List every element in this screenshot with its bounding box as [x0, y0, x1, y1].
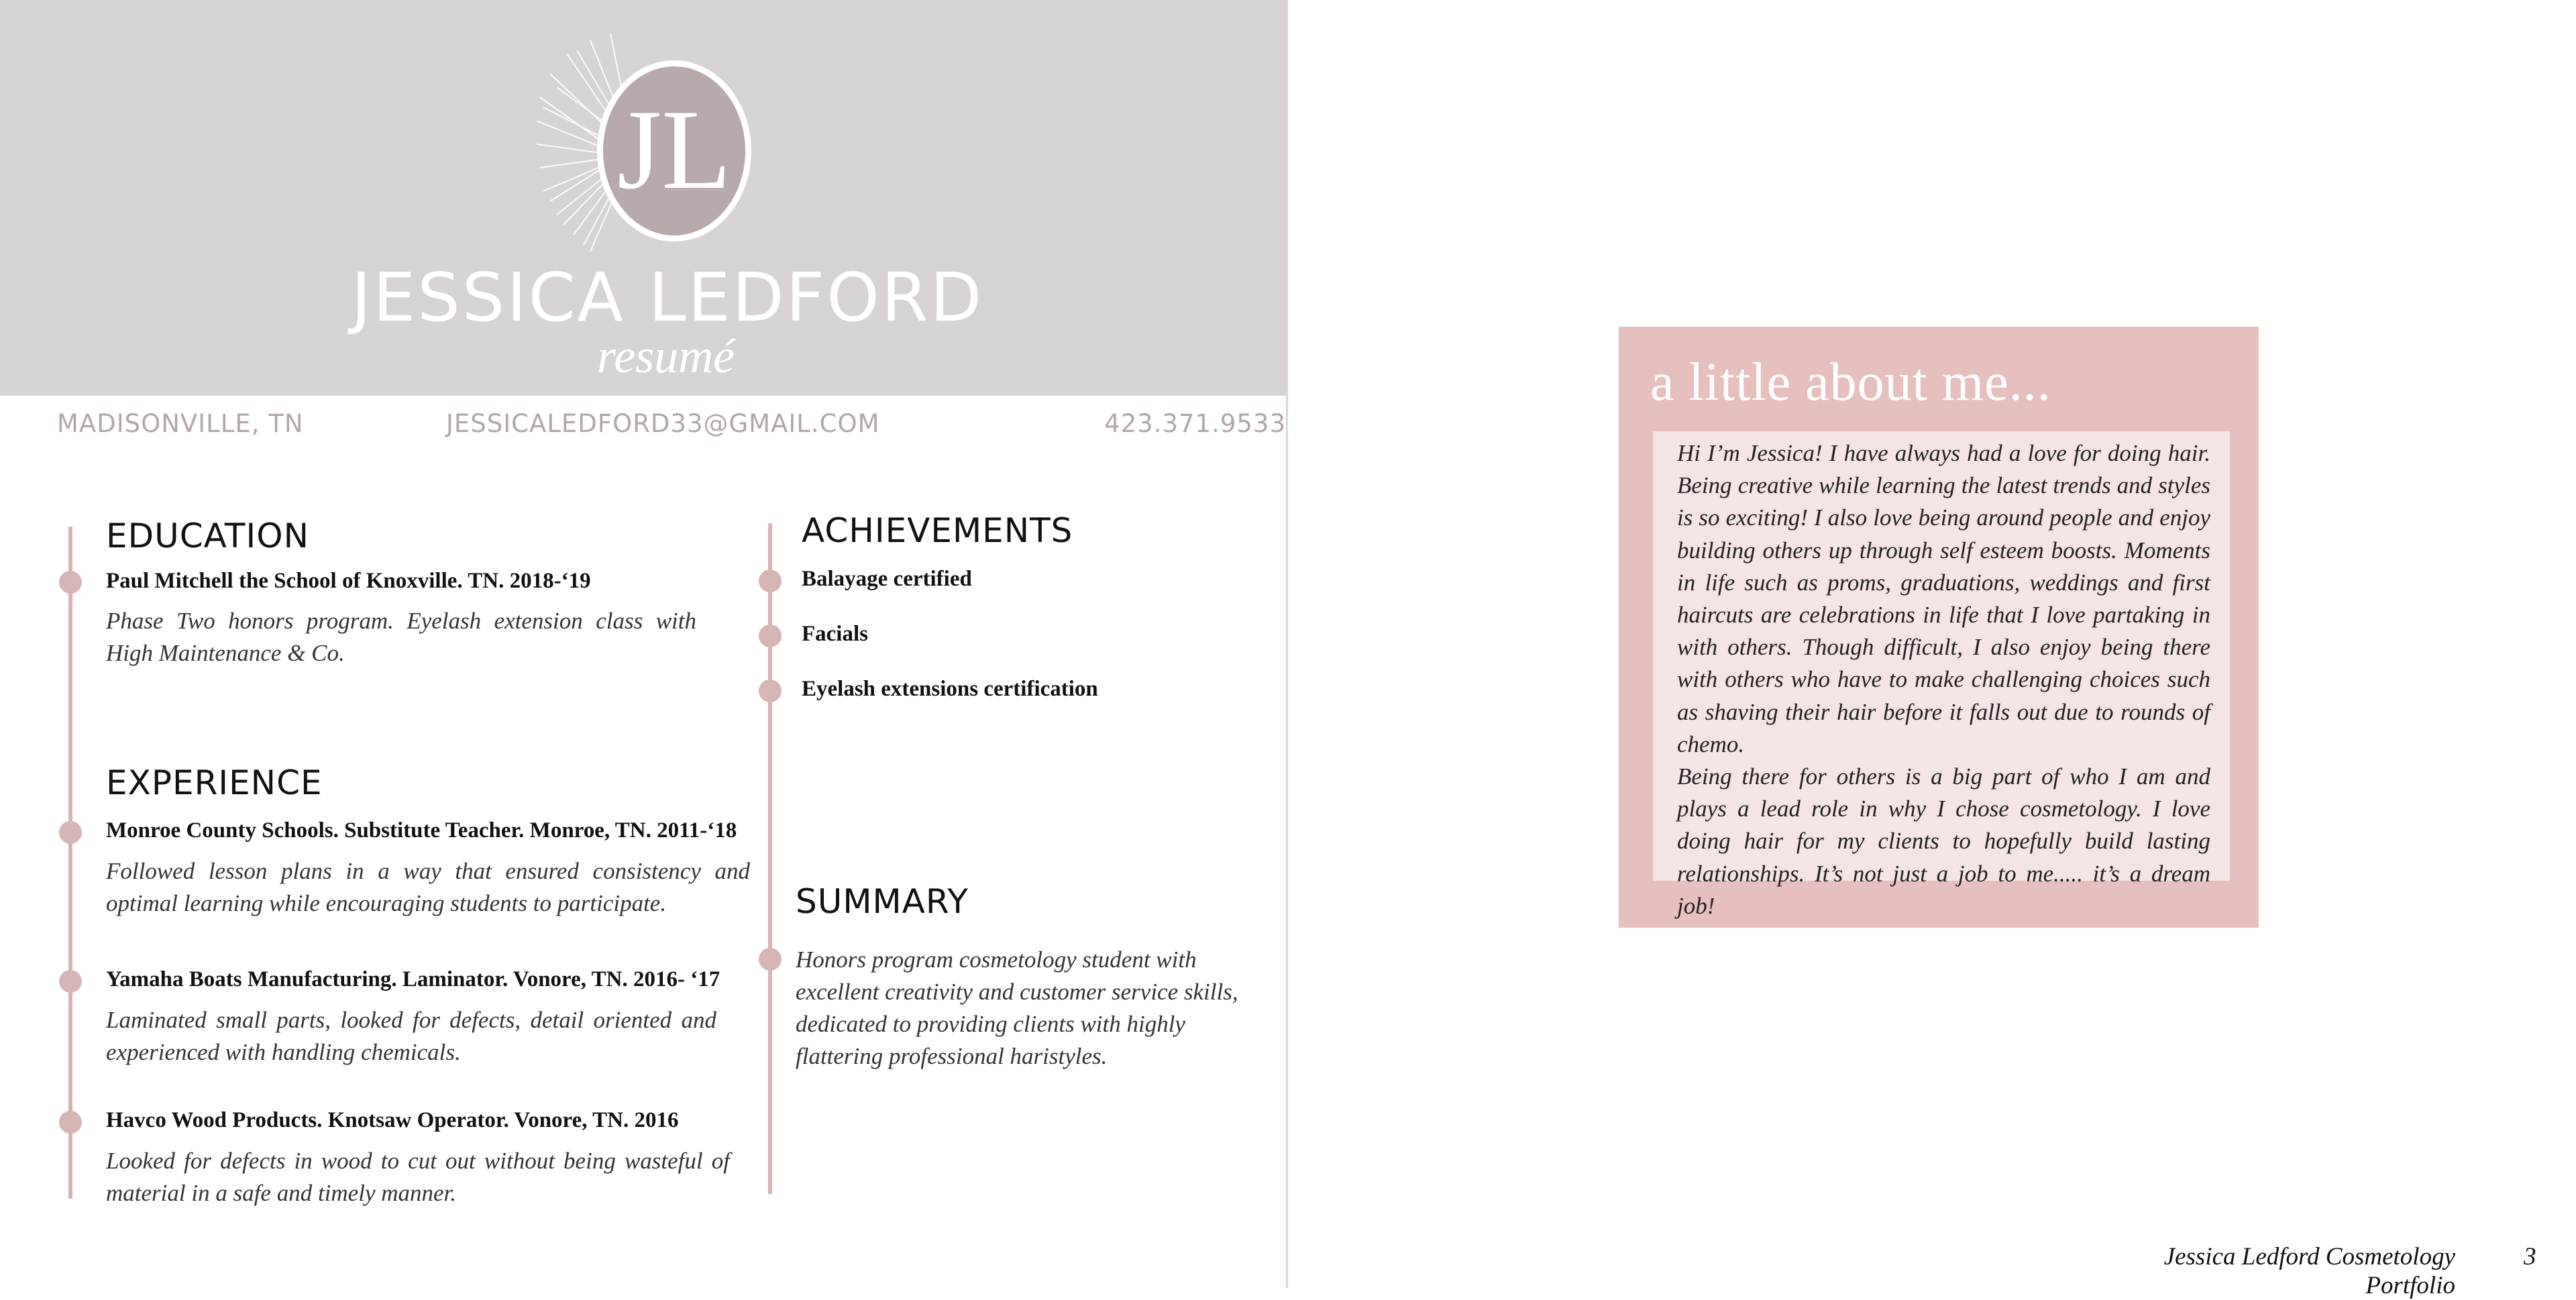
education-entry-title: Paul Mitchell the School of Knoxville. TN. 2018-‘19 — [106, 569, 591, 593]
timeline-dot — [59, 970, 82, 993]
experience-heading: EXPERIENCE — [106, 763, 323, 802]
experience-entry-description: Looked for defects in wood to cut out without being wasteful of material in a safe and timely manner. — [106, 1148, 730, 1206]
contact-phone[interactable]: 423.371.9533 — [1104, 409, 1286, 438]
monogram-text: JL — [617, 87, 731, 213]
education-heading: EDUCATION — [106, 517, 309, 555]
timeline-dot — [759, 680, 782, 702]
experience-entry-title: Yamaha Boats Manufacturing. Laminator. Vonore, TN. 2016- ‘17 — [106, 967, 720, 991]
timeline-dot — [59, 571, 82, 594]
resume-subtitle: resumé — [596, 329, 735, 383]
summary-text: Honors program cosmetology student with excellent creativity and customer service skills, dedicated to providing clients with highly flattering professional haristyles. — [796, 946, 1238, 1069]
about-me-text — [1677, 437, 2210, 922]
timeline-dot — [759, 570, 782, 592]
about-me-paragraph: Being there for others is a big part of who I am and plays a lead role in why I chose cosmetology. I love doing hair for my clients to hopefully build lasting relationships. It’s not just a job to me..... it’s a dream job! — [1677, 763, 2210, 919]
achievements-heading: ACHIEVEMENTS — [802, 511, 1073, 550]
timeline-line-left — [68, 527, 72, 1199]
timeline-dot — [759, 948, 782, 971]
footer-title: Jessica Ledford Cosmetology Portfolio — [2163, 1243, 2455, 1299]
achievement-item: Balayage certified — [802, 567, 972, 591]
experience-entry-title: Monroe County Schools. Substitute Teacher. Monroe, TN. 2011-‘18 — [106, 818, 737, 843]
summary-heading: SUMMARY — [796, 882, 969, 921]
contact-city: MADISONVILLE, TN — [57, 409, 304, 438]
resume-name: JESSICA LEDFORD — [351, 258, 984, 337]
monogram-logo — [537, 34, 765, 262]
experience-entry-description: Followed lesson plans in a way that ensured consistency and optimal learning while encouraging students to participate. — [106, 858, 750, 916]
page-number: 3 — [2524, 1243, 2536, 1270]
about-me-title: a little about me... — [1650, 353, 2051, 412]
page-spine — [1286, 0, 1288, 1288]
timeline-dot — [759, 625, 782, 647]
timeline-line-right — [768, 523, 772, 1194]
experience-entry-description: Laminated small parts, looked for defects, detail oriented and experienced with handling chemicals. — [106, 1007, 716, 1065]
about-me-paragraph: Hi I’m Jessica! I have always had a love for doing hair. Being creative while learning the latest trends and styles is so exciting! I also love being around people and enjoy building others up through self esteem boosts. Moments in life such as proms, graduations, weddings and first haircuts are celebrations in life that I love partaking in with others. Though difficult, I also enjoy being there with others who have to make challenging choices such as shaving their hair before it falls out due to rounds of chemo. — [1677, 440, 2210, 757]
education-entry-description: Phase Two honors program. Eyelash extension class with High Maintenance & Co. — [106, 608, 696, 666]
timeline-dot — [59, 821, 82, 844]
experience-entry-title: Havco Wood Products. Knotsaw Operator. Vonore, TN. 2016 — [106, 1108, 679, 1132]
achievement-item: Facials — [802, 622, 868, 646]
timeline-dot — [59, 1111, 82, 1134]
contact-email[interactable]: JESSICALEDFORD33@GMAIL.COM — [446, 409, 880, 438]
achievement-item: Eyelash extensions certification — [802, 677, 1098, 701]
